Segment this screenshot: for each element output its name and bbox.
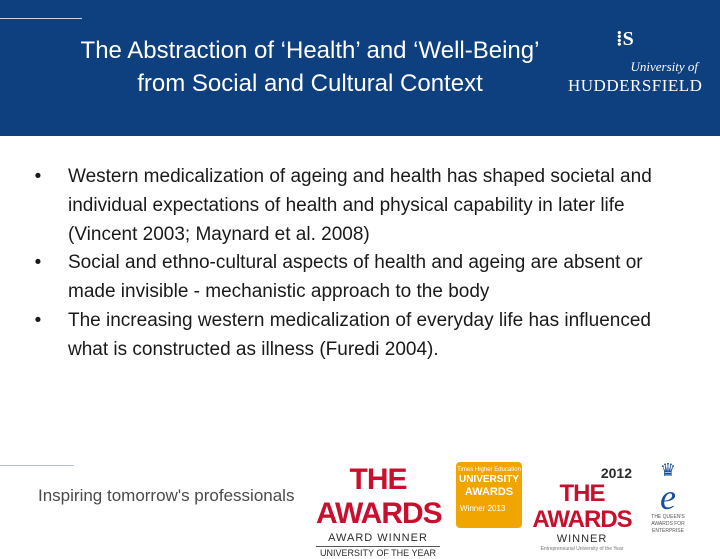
bullet-item: [28, 249, 678, 307]
bullet-list: [28, 163, 678, 365]
the-awards-university-of-the-year-badge: [316, 463, 442, 558]
badge-title: UNIVERSITY: [458, 474, 519, 485]
badge-subtitle: WINNER: [556, 533, 608, 545]
bullet-item: [28, 163, 678, 249]
badge-caption: Times Higher Education: [457, 467, 521, 473]
title-line-2: from Social and Cultural Context: [137, 70, 483, 97]
footer-accent-rule: [0, 465, 74, 466]
crown-icon: ♛: [659, 460, 677, 480]
title-banner: [0, 0, 720, 136]
university-awards-winner-badge: [456, 462, 522, 528]
bullet-dot-icon: •: [34, 309, 42, 331]
the-awards-2012-winner-badge: [532, 465, 632, 552]
university-crest-icon: ⁞S: [616, 28, 634, 50]
bullet-dot-icon: •: [34, 252, 42, 274]
bullet-item: [28, 307, 678, 365]
bullet-text: Social and ethno-cultural aspects of health and ageing are absent or made invisible - mechanistic approach to the body: [68, 252, 643, 303]
bullet-text: The increasing western medicalization of everyday life has influenced what is constructed as illness (Furedi 2004).: [68, 309, 651, 360]
badge-year: Winner 2013: [460, 504, 506, 513]
badge-title: THE AWARDS: [532, 480, 632, 533]
badge-title: THE AWARDS: [316, 463, 442, 530]
badge-year: 2012: [600, 465, 632, 481]
badge-caption: Entrepreneurial University of the Year: [540, 546, 624, 552]
bullet-text: Western medicalization of ageing and health has shaped societal and individual expectations of health and physical capability in later life (Vincent 2003; Maynard et al. 2008): [68, 166, 652, 245]
title-line-1: The Abstraction of ‘Health’ and ‘Well-Being’: [80, 37, 540, 64]
logo-text-university-of: University of: [630, 59, 698, 74]
bullet-dot-icon: •: [34, 166, 42, 187]
header-accent-rule: [0, 18, 82, 19]
enterprise-e-icon: e: [660, 477, 676, 517]
university-logo: [568, 28, 703, 100]
logo-text-huddersfield: HUDDERSFIELD: [568, 76, 703, 95]
badge-caption: UNIVERSITY OF THE YEAR: [316, 546, 440, 559]
badge-caption: THE QUEEN'S AWARDS FOR ENTERPRISE: [651, 514, 685, 534]
footer-tagline: Inspiring tomorrow's professionals: [38, 486, 295, 505]
queens-award-enterprise-badge: [640, 460, 696, 534]
badge-subtitle: AWARDS: [464, 486, 514, 498]
slide-title: [0, 34, 620, 100]
badge-subtitle: AWARD WINNER: [328, 532, 428, 544]
